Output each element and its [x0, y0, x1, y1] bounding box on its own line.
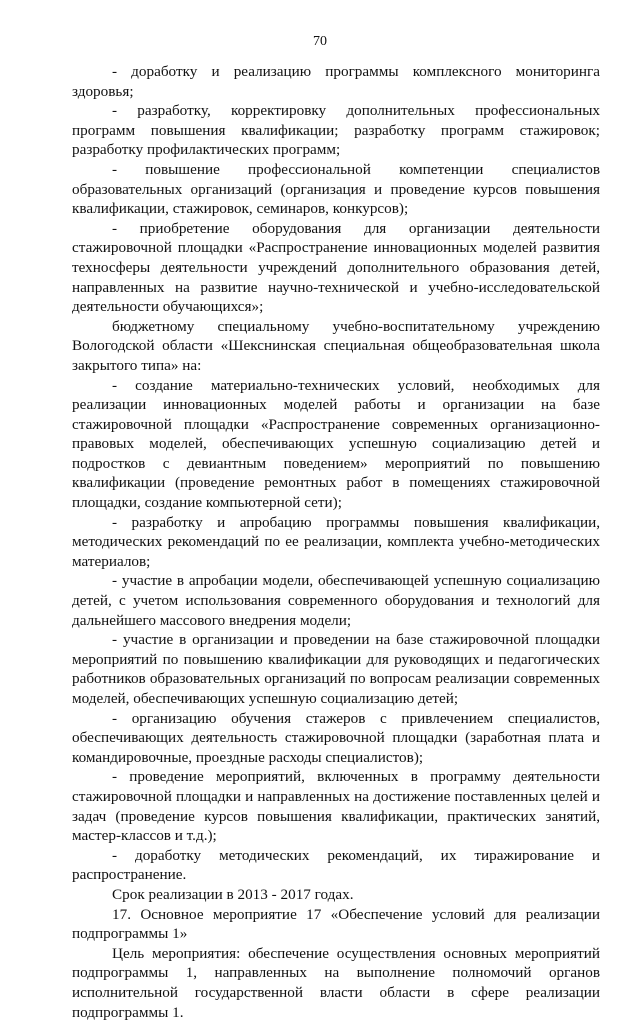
paragraph-5: бюджетному специальному учебно-воспитательному учреждению Вологодской области «Шекснинская специальная общеобразовательная школа закрытого типа» на: [72, 317, 600, 374]
paragraph-8: - участие в апробации модели, обеспечивающей успешную социализацию детей, с учетом использования современного оборудования и технологий для дальнейшего массового внедрения модели; [72, 572, 600, 629]
document-body [72, 62, 600, 1022]
page-number: 70 [313, 34, 327, 49]
paragraph-10: - организацию обучения стажеров с привлечением специалистов, обеспечивающих деятельность стажировочной площадки (заработная плата и командировочные, проездные расходы специалистов); [72, 709, 600, 766]
paragraph-11: - проведение мероприятий, включенных в программу деятельности стажировочной площадки и направленных на достижение поставленных целей и задач (проведение курсов повышения квалификации, практических занятий, мастер-классов и т.д.); [72, 768, 600, 845]
paragraph-12: - доработку методических рекомендаций, их тиражирование и распространение. [72, 846, 600, 884]
paragraph-4: - приобретение оборудования для организации деятельности стажировочной площадки «Распространение инновационных моделей развития техносферы деятельности учреждений дополнительного образования детей, направленных на развитие научно-технической и учебно-исследовательской деятельности обучающихся»; [72, 219, 600, 316]
paragraph-7: - разработку и апробацию программы повышения квалификации, методических рекомендаций по ее реализации, комплекта учебно-методических материалов; [72, 513, 600, 570]
paragraph-14: 17. Основное мероприятие 17 «Обеспечение условий для реализации подпрограммы 1» [72, 905, 600, 943]
paragraph-1: - доработку и реализацию программы комплексного мониторинга здоровья; [72, 63, 600, 100]
paragraph-3: - повышение профессиональной компетенции специалистов образовательных организаций (организация и проведение курсов повышения квалификации, стажировок, семинаров, конкурсов); [72, 160, 600, 218]
paragraph-15: Цель мероприятия: обеспечение осуществления основных мероприятий подпрограммы 1, направленных на выполнение полномочий органов исполнительной государственной власти области в сфере реализации подпрограммы 1. [72, 944, 600, 1021]
paragraph-6: - создание материально-технических условий, необходимых для реализации инновационных моделей работы и организации на базе стажировочной площадки «Распространение современных организационно-правовых моделей, обеспечивающих успешную социализацию детей и подростков с девиантным поведением» мероприятий по повышению квалификации (проведение ремонтных работ в помещениях стажировочной площадки, создание компьютерной сети); [72, 376, 600, 512]
paragraph-9: - участие в организации и проведении на базе стажировочной площадки мероприятий по повышению квалификации для руководящих и педагогических работников образовательных организаций по вопросам реализации современных моделей, обеспечивающих успешную социализацию детей; [72, 631, 600, 707]
paragraph-13: Срок реализации в 2013 - 2017 годах. [112, 885, 354, 903]
paragraph-2: - разработку, корректировку дополнительных профессиональных программ повышения квалификации; разработку программ стажировок; разработку профилактических программ; [72, 102, 600, 159]
